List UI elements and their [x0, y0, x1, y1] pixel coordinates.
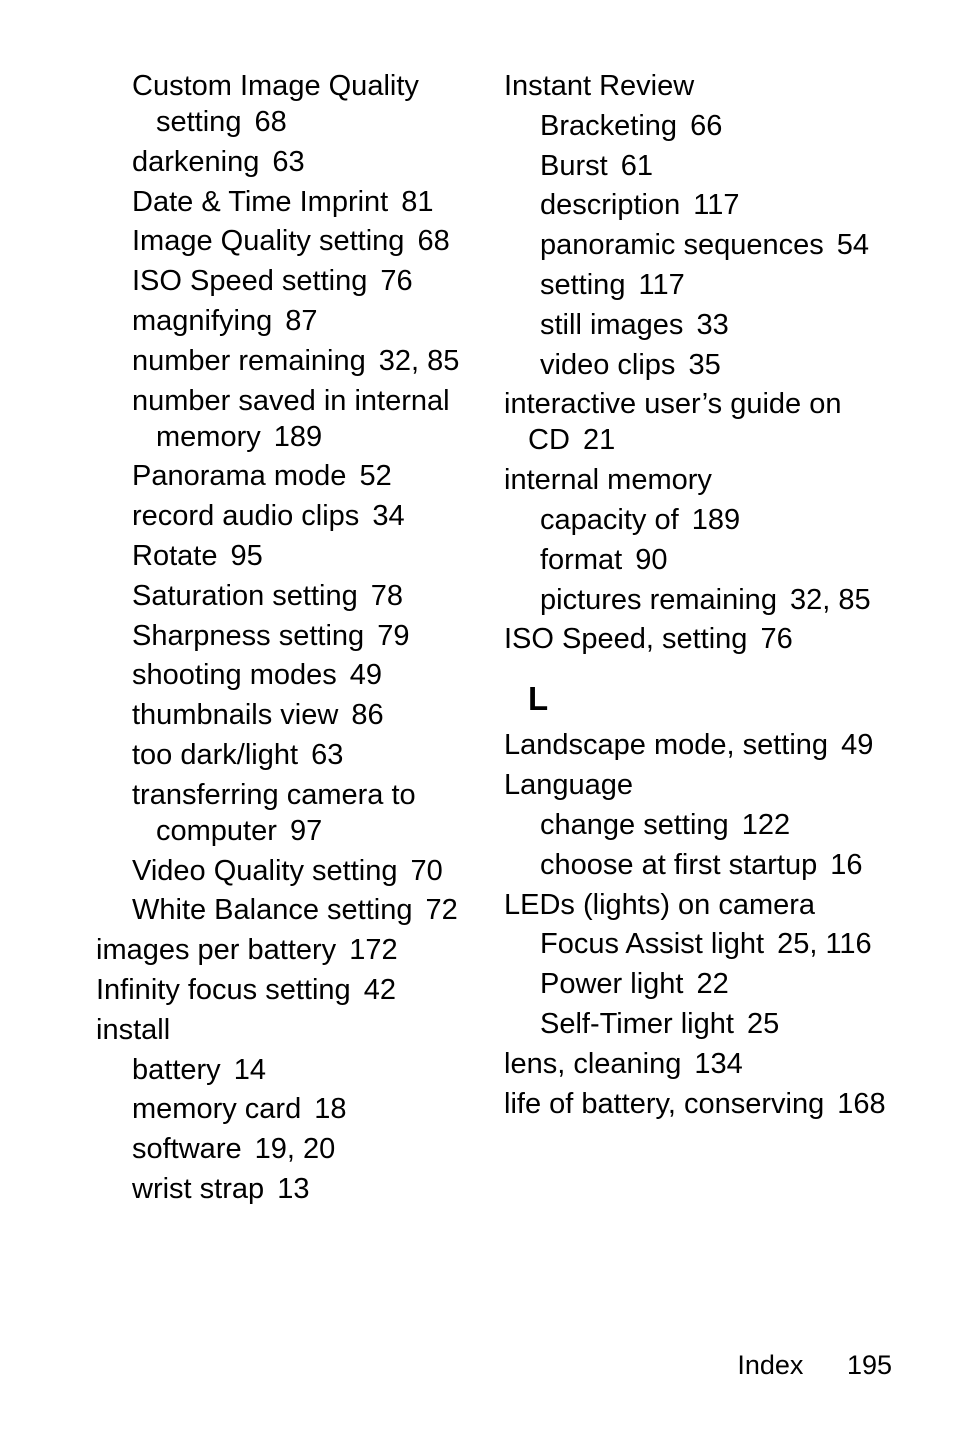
- index-entry: [504, 621, 928, 657]
- index-column-right: [504, 68, 928, 1125]
- index-page-ref: 68: [254, 106, 287, 138]
- index-term: number remaining: [132, 344, 366, 377]
- index-page-ref: 63: [272, 145, 305, 178]
- index-subentry: [96, 303, 500, 339]
- index-page-ref: 49: [841, 729, 874, 762]
- index-entry: [504, 1046, 928, 1082]
- index-page-ref: 76: [760, 623, 793, 656]
- index-page-ref: 25: [746, 1007, 780, 1040]
- index-term: Instant Review: [504, 70, 695, 102]
- index-term: Date & Time Imprint: [132, 185, 389, 218]
- index-entry: [96, 972, 500, 1008]
- index-term: Video Quality setting: [132, 854, 398, 887]
- index-subentry: [504, 1006, 928, 1042]
- index-page-ref: 34: [372, 500, 405, 533]
- index-page-ref: 22: [696, 968, 729, 1001]
- index-term: shooting modes: [132, 659, 337, 692]
- index-subentry: [504, 187, 928, 223]
- index-term: Sharpness setting: [132, 619, 365, 652]
- index-page-ref: 189: [691, 503, 741, 536]
- index-term: internal memory: [504, 464, 712, 497]
- index-page-ref: 35: [688, 348, 721, 381]
- index-term: record audio clips: [132, 500, 360, 533]
- index-subentry: [96, 578, 500, 614]
- index-entry: [504, 386, 928, 458]
- index-subentry: [96, 618, 500, 654]
- index-subentry: [96, 184, 500, 220]
- index-term: wrist strap: [132, 1172, 265, 1205]
- index-term: Power light: [540, 968, 684, 1001]
- index-term: ISO Speed setting: [132, 265, 368, 298]
- index-subentry: [504, 267, 928, 303]
- index-term: Self-Timer light: [540, 1007, 734, 1040]
- index-term: Burst: [540, 149, 608, 182]
- index-page-ref: 63: [311, 738, 344, 771]
- index-page-ref: 70: [410, 854, 443, 887]
- index-term: choose at first startup: [540, 848, 818, 881]
- index-entry: [504, 727, 928, 763]
- index-letter-heading: L: [528, 680, 549, 718]
- index-subentry: [504, 148, 928, 184]
- index-term: lens, cleaning: [504, 1047, 682, 1080]
- index-term: images per battery: [96, 934, 337, 967]
- index-page-ref: 42: [363, 973, 396, 1006]
- index-page-ref: 33: [696, 308, 729, 341]
- index-term: ISO Speed, setting: [504, 623, 748, 656]
- index-term: darkening: [132, 145, 260, 178]
- index-subentry: [96, 458, 500, 494]
- index-page-ref: 86: [351, 699, 384, 732]
- index-term: transferring camera to computer: [132, 778, 416, 847]
- index-page-ref: 68: [417, 225, 450, 258]
- index-subentry: [96, 498, 500, 534]
- index-page-ref: 172: [349, 934, 398, 967]
- index-term: Image Quality setting: [132, 225, 405, 258]
- footer-page-number: 195: [846, 1350, 892, 1380]
- index-subentry: [504, 307, 928, 343]
- index-term: install: [96, 1013, 171, 1046]
- index-subentry: [504, 542, 928, 578]
- index-page-ref: 97: [289, 814, 323, 847]
- index-page-ref: 72: [425, 894, 458, 927]
- index-page-ref: 32, 85: [378, 344, 460, 377]
- index-term: too dark/light: [132, 738, 299, 771]
- index-page-ref: 87: [285, 304, 318, 337]
- index-subentry: [96, 657, 500, 693]
- index-page-ref: 19, 20: [254, 1133, 336, 1166]
- index-subentry: [96, 383, 500, 455]
- index-subentry: [96, 777, 500, 849]
- index-page-ref: 117: [638, 268, 685, 301]
- index-subentry: [96, 1052, 500, 1088]
- index-page-ref: 21: [582, 424, 616, 457]
- index-subentry: [504, 502, 928, 538]
- index-subentry: [96, 68, 500, 140]
- index-term: Saturation setting: [132, 579, 358, 612]
- index-page-ref: 189: [273, 420, 323, 453]
- index-subentry: [96, 892, 500, 928]
- index-subentry: [504, 807, 928, 843]
- index-term: LEDs (lights) on camera: [504, 888, 816, 921]
- index-column-left: [96, 68, 500, 1211]
- index-subentry: [96, 853, 500, 889]
- index-term: interactive user’s guide on CD: [504, 388, 842, 457]
- index-subentry: [504, 847, 928, 883]
- index-entry: [504, 767, 928, 803]
- index-term: Bracketing: [540, 109, 678, 142]
- index-subentry: [504, 926, 928, 962]
- index-subentry: [96, 343, 500, 379]
- index-term: setting: [540, 268, 626, 301]
- index-page-ref: 18: [314, 1093, 347, 1126]
- index-subentry: [504, 582, 928, 618]
- index-term: number saved in internal memory: [132, 384, 450, 453]
- index-subentry: [96, 144, 500, 180]
- index-page-ref: 90: [635, 543, 668, 576]
- index-page-ref: 122: [741, 808, 791, 841]
- index-entry: [96, 932, 500, 968]
- index-subentry: [96, 697, 500, 733]
- index-page-ref: 61: [620, 149, 653, 182]
- index-page-ref: 14: [233, 1053, 266, 1086]
- index-term: thumbnails view: [132, 699, 339, 732]
- index-page-ref: 16: [830, 848, 863, 881]
- index-page-ref: 66: [690, 109, 723, 142]
- index-subentry: [504, 347, 928, 383]
- index-subentry: [504, 966, 928, 1002]
- index-term: panoramic sequences: [540, 229, 824, 262]
- index-term: battery: [132, 1053, 221, 1086]
- index-subentry: [96, 263, 500, 299]
- index-subentry: [96, 1171, 500, 1207]
- index-entry: [96, 1012, 500, 1048]
- index-page-ref: 49: [349, 659, 383, 692]
- index-term: magnifying: [132, 304, 273, 337]
- index-term: description: [540, 189, 681, 222]
- index-term: Custom Image Quality setting: [132, 70, 419, 138]
- index-entry: [504, 887, 928, 923]
- index-page-ref: 52: [359, 460, 392, 493]
- index-subentry: [504, 227, 928, 263]
- index-term: life of battery, conserving: [504, 1087, 825, 1120]
- index-term: video clips: [540, 348, 676, 381]
- index-term: Focus Assist light: [540, 928, 765, 961]
- index-page-ref: 134: [694, 1047, 743, 1080]
- index-term: change setting: [540, 808, 729, 841]
- index-page-ref: 78: [370, 579, 404, 612]
- index-term: Rotate: [132, 539, 218, 572]
- index-page-ref: 168: [837, 1087, 886, 1120]
- index-subentry: [96, 1091, 500, 1127]
- index-entry: [504, 462, 928, 498]
- index-page-ref: 117: [693, 189, 740, 222]
- index-page-ref: 54: [836, 229, 870, 262]
- index-term: Language: [504, 769, 634, 802]
- index-term: Infinity focus setting: [96, 973, 351, 1006]
- index-page-ref: 81: [401, 185, 434, 218]
- index-entry: [504, 68, 928, 104]
- index-page-ref: 13: [277, 1172, 310, 1205]
- index-subentry: [96, 538, 500, 574]
- index-term: Panorama mode: [132, 460, 347, 493]
- index-term: White Balance setting: [132, 894, 413, 927]
- index-term: software: [132, 1133, 242, 1166]
- footer-section-label: Index: [737, 1350, 804, 1380]
- index-term: format: [540, 543, 623, 576]
- page-footer: [737, 1348, 892, 1382]
- index-term: capacity of: [540, 503, 679, 536]
- index-page-ref: 32, 85: [790, 583, 871, 616]
- index-page-ref: 25, 116: [777, 928, 872, 961]
- index-term: still images: [540, 308, 684, 341]
- index-term: pictures remaining: [540, 583, 777, 616]
- index-term: Landscape mode, setting: [504, 729, 829, 762]
- index-entry: [504, 1086, 928, 1122]
- index-page-ref: 95: [230, 539, 263, 572]
- index-subentry: [96, 737, 500, 773]
- index-subentry: [96, 1131, 500, 1167]
- index-subentry: [504, 108, 928, 144]
- index-term: memory card: [132, 1093, 302, 1126]
- index-page-ref: 79: [377, 619, 410, 652]
- index-page-ref: 76: [380, 265, 413, 298]
- index-subentry: [96, 223, 500, 259]
